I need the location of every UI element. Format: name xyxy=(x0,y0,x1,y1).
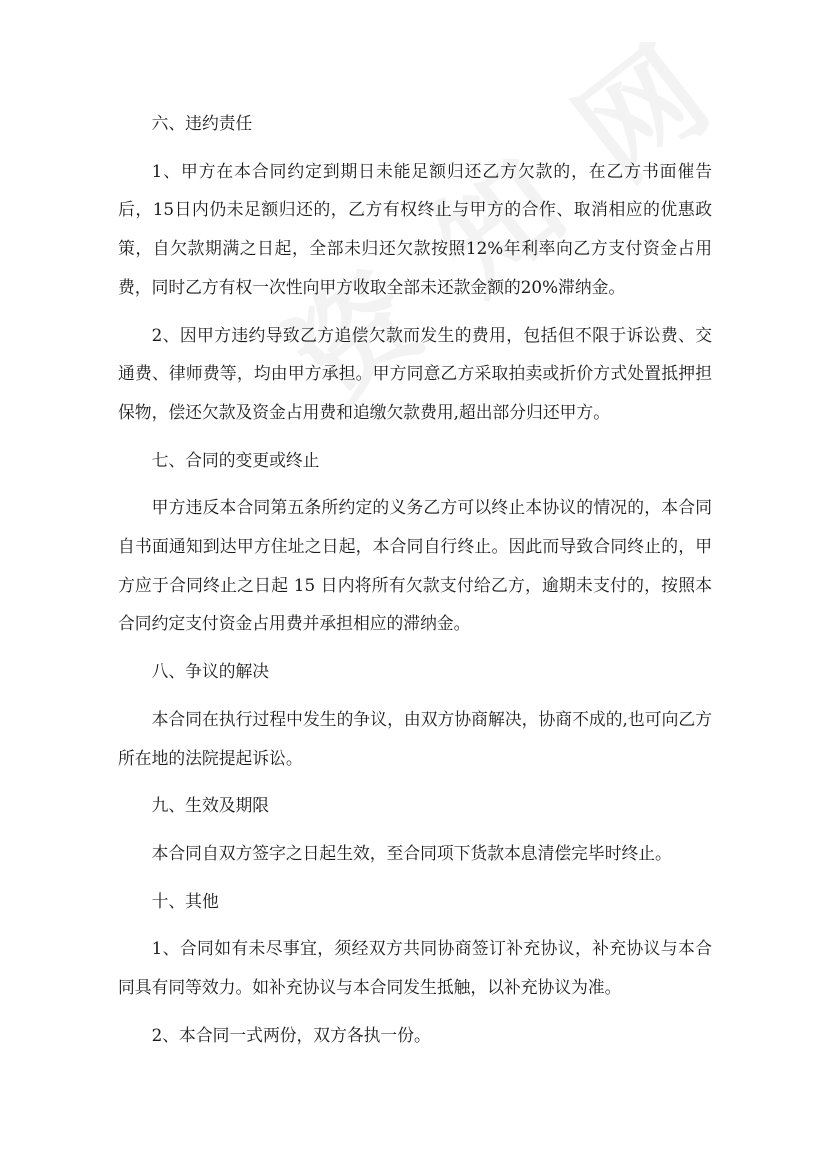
clause-paragraph: 2、本合同一式两份，双方各执一份。 xyxy=(151,1024,431,1045)
section-heading: 六、违约责任 xyxy=(151,113,253,133)
clause-paragraph: 甲方违反本合同第五条所约定的义务乙方可以终止本协议的情况的，本合同自书面通知到达甲方住址之日起，本合同自行终止。因此而导致合同终止的，甲方应于合同终止之日起 15 日内将所有欠款支付给乙方，逾期未支付的，按照本合同约定支付资金占用费并承担相应的滞纳金。 xyxy=(118,497,712,634)
clause-paragraph: 2、因甲方违约导致乙方追偿欠款而发生的费用，包括但不限于诉讼费、交通费、律师费等，均由甲方承担。甲方同意乙方采取拍卖或折价方式处置抵押担保物，偿还欠款及资金占用费和追缴欠款费用,超出部分归还甲方。 xyxy=(118,324,712,422)
document-body xyxy=(118,104,712,1054)
section-heading: 十、其他 xyxy=(151,890,219,911)
clause-paragraph: 本合同在执行过程中发生的争议，由双方协商解决，协商不成的,也可向乙方所在地的法院提起诉讼。 xyxy=(118,708,712,768)
clause-paragraph: 本合同自双方签字之日起生效，至合同项下货款本息清偿完毕时终止。 xyxy=(151,842,672,863)
section-heading: 七、合同的变更或终止 xyxy=(151,449,320,470)
section-heading: 九、生效及期限 xyxy=(151,795,270,816)
section-heading: 八、争议的解决 xyxy=(151,661,270,682)
clause-paragraph: 1、合同如有未尽事宜，须经双方共同协商签订补充协议，补充协议与本合同具有同等效力。如补充协议与本合同发生抵触，以补充协议为准。 xyxy=(118,938,712,998)
clause-paragraph: 1、甲方在本合同约定到期日未能足额归还乙方欠款的，在乙方书面催告后，15日内仍未足额归还的，乙方有权终止与甲方的合作、取消相应的优惠政策，自欠款期满之日起，全部未归还欠款按照12%年利率向乙方支付资金占用费，同时乙方有权一次性向甲方收取全部未还款金额的20%滞纳金。 xyxy=(118,160,712,297)
